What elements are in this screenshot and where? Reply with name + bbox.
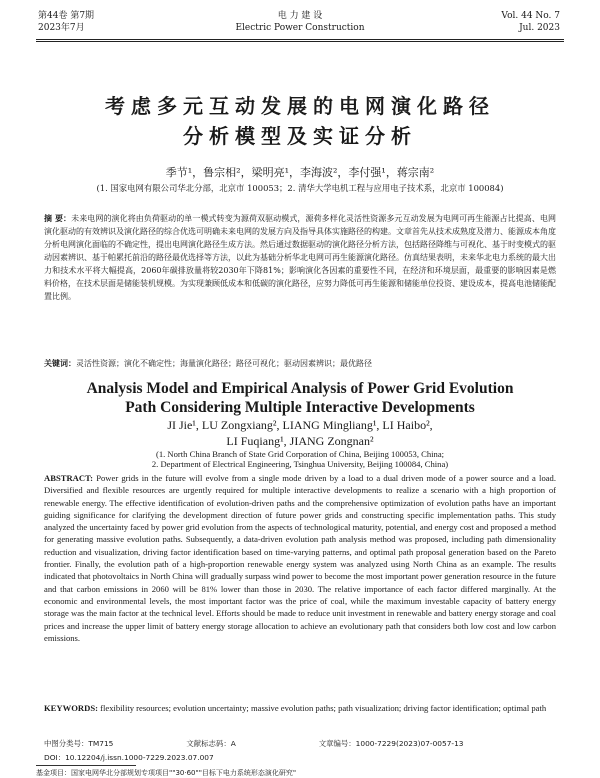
- keywords-cn: [44, 357, 556, 370]
- running-header: [0, 6, 600, 36]
- abstract-cn-label: 摘 要：: [44, 213, 72, 223]
- volume-en: Vol. 44 No. 7: [501, 11, 560, 21]
- keywords-en-label: KEYWORDS:: [44, 703, 98, 713]
- abstract-cn-text: 未来电网的演化将由负荷驱动的单一模式转变为源荷双驱动模式，源荷多样化灵活性资源多元互动发展为电网可再生能源占比提高、电网演化驱动的有效辨识及演化路径的综合优选可明确未来电网的发展方向及指导具体实施路径的构建。文章首先从技术成熟度及潜力、能源成本角度分析电网演化面临的不确定性，提出电网演化路径生成方法。然后通过数据驱动的演化路径分析方法，包括路径降维与可视化、基于时变模式的驱动因素辨识、基于帕累托前沿的路径最优选择等方法，以此为基础分析华北电网可再生能源演化路径。仿真结果表明，未来华北电力系统的最大出力和技术水平将大幅提高，2060年碳排放量将较2030年下降81%；影响演化各因素的重要性不同，在经济和环境层面，最重要的影响因素是燃料价格，在技术层面是储能装机规模。为实现兼顾低成本和低碳的演化路径，应努力降低可再生能源和储能单位投资、建设成本，提高电池储能配置比例。: [44, 214, 556, 301]
- volume-cn: 第44卷 第7期: [38, 11, 95, 21]
- title-en-line2: Path Considering Multiple Interactive Developments: [125, 399, 475, 416]
- affiliation-en-line1: (1. North China Branch of State Grid Corporation of China, Beijing 100053, China;: [155, 449, 445, 459]
- abstract-en-label: ABSTRACT:: [44, 473, 94, 483]
- doi: DOI：10.12204/j.issn.1000-7229.2023.07.007: [44, 753, 214, 762]
- header-rule-thin: [36, 41, 564, 42]
- authors-en-line2: LI Fuqiang¹, JIANG Zongnan²: [226, 434, 374, 448]
- keywords-en-text: flexibility resources; evolution uncertainty; massive evolution paths; path visualization; driving factor identification; optimal path: [100, 703, 547, 713]
- funding-note: 基金项目：国家电网华北分部规划专项项目""30·60""目标下电力系统形态演化研究": [36, 769, 297, 777]
- title-cn-line1: 考虑多元互动发展的电网演化路径: [105, 94, 495, 118]
- keywords-cn-text: 灵活性资源；演化不确定性；海量演化路径；路径可视化；驱动因素辨识；最优路径: [76, 359, 372, 368]
- abstract-cn: [44, 212, 556, 303]
- header-right: [501, 10, 560, 34]
- clc-number: 中图分类号：TM715: [44, 739, 114, 748]
- affiliation-en-line2: 2. Department of Electrical Engineering, Tsinghua University, Beijing 100084, China): [151, 459, 449, 469]
- authors-en-line1: JI Jie¹, LU Zongxiang², LIANG Mingliang¹, LI Haibo²,: [167, 418, 433, 432]
- classification-line: [44, 738, 556, 749]
- affiliation-cn: (1. 国家电网有限公司华北分部，北京市 100053；2. 清华大学电机工程与应用电子技术系，北京市 100084): [96, 183, 504, 193]
- abstract-en-text: Power grids in the future will evolve from a single mode driven by a load to a dual driven mode of a power source and a load. Diversified and flexible resources are urgently required for multiple interactive developments to realize a scenario with a high proportion of renewable energy. The effective identification of evolution-driven paths and the comprehensive optimization of evolution paths have an important guiding significance for clarifying the development direction of future power grids and constructing specific implementation paths. This study analyzed the uncertainty faced by power grid evolution from the aspects of technological maturity, potential, and energy cost and proposed a method for generating massive evolution paths. Subsequently, a data-driven evolution path analysis method was proposed, including path dimensionality reduction and visualization, driving factor identification based on time-varying patterns, and optimal path proposal generation based on the Pareto frontier. Finally, the evolution path of a high-proportion renewable energy system was analyzed using North China as an example. The results indicated that photovoltaics in North China will gradually surpass wind power to become the most important power generation resource in the future and that carbon emissions in 2060 will be 81% lower than those in 2030. The relative importance of each factor differed marginally. At the economic and environmental levels, the most important factor was the price of coal, while the maximum investable capacity of battery energy storage was the main factor at the technical level. Efforts should be made to reduce unit investment in renewable and battery energy storage and coal prices and increase the upper limit of battery energy storage allocation to achieve an evolutionary path that considers both low cost and low carbon emissions.: [44, 473, 556, 643]
- footnote-rule: [36, 765, 136, 766]
- article-number: 文章编号：1000-7229(2023)07-0057-13: [318, 739, 464, 748]
- date-cn: 2023年7月: [38, 23, 85, 33]
- document-code: 文献标志码：A: [186, 739, 236, 748]
- journal-name-en: Electric Power Construction: [235, 23, 365, 33]
- journal-name-cn: 电 力 建 设: [277, 11, 323, 21]
- keywords-cn-label: 关键词：: [44, 358, 76, 368]
- keywords-en: [44, 702, 556, 714]
- title-en-line1: Analysis Model and Empirical Analysis of Power Grid Evolution: [86, 380, 514, 397]
- header-rule: [36, 39, 564, 40]
- title-cn-line2: 分析模型及实证分析: [183, 124, 417, 148]
- date-en: Jul. 2023: [519, 23, 560, 33]
- abstract-en: [44, 472, 556, 644]
- authors-cn: 季节¹，鲁宗相²，梁明亮¹，李海波²，李付强¹，蒋宗南²: [165, 166, 435, 179]
